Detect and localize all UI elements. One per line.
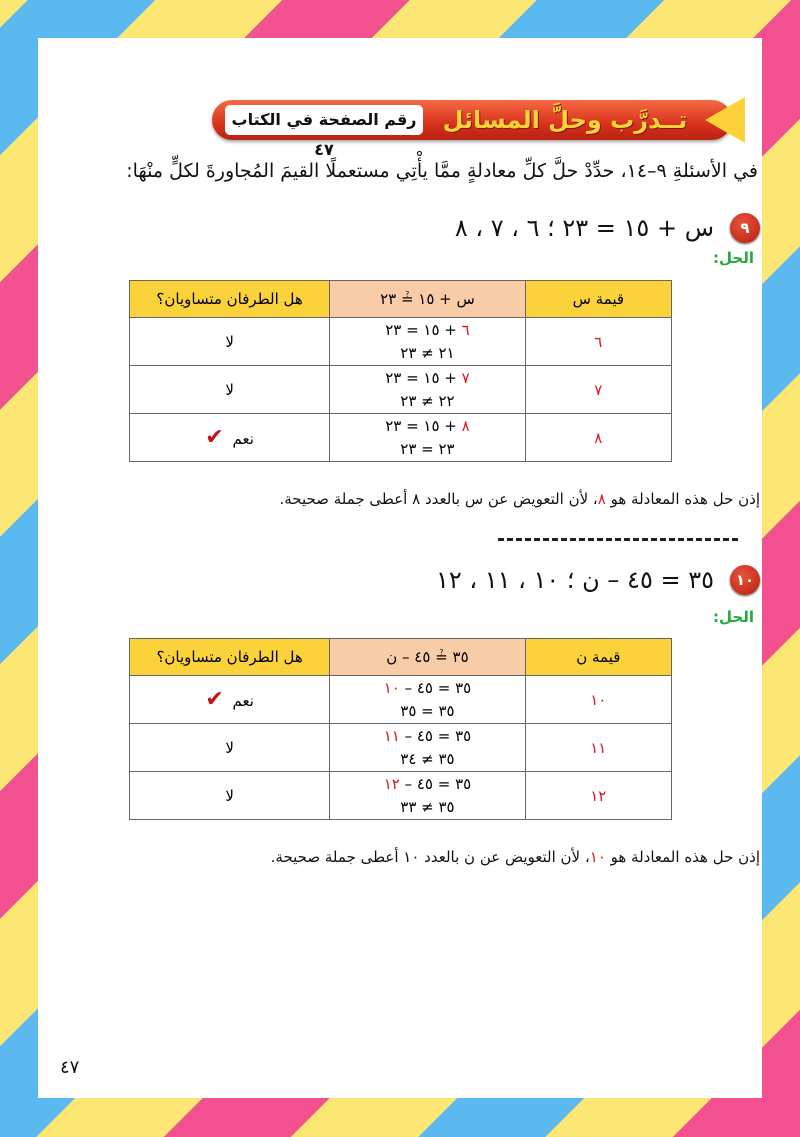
page-number: ٤٧ [60,1057,80,1078]
table-row [130,772,672,820]
section-title: تــدرَّب وحلَّ المسائل [442,106,688,134]
answer-cell: لا [130,772,330,820]
value-cell: ١٢ [525,772,671,820]
header-value: قيمة ن [525,639,671,676]
check-icon: ✔ [205,425,224,450]
question-9 [455,213,760,243]
question-number-badge: ١٠ [730,565,760,595]
answer-cell: لا [130,318,330,366]
equation-cell: ١٢ – ٤٥ = ٣٥ ٣٣ ≠ ٣٥ [330,772,525,820]
value-cell: ١١ [525,724,671,772]
question-10 [436,565,760,595]
equation-cell: ١٠ – ٤٥ = ٣٥ ٣٥ = ٣٥ [330,676,525,724]
answer-cell: لا [130,724,330,772]
equation-cell: ١١ – ٤٥ = ٣٥ ٣٤ ≠ ٣٥ [330,724,525,772]
equation-cell: ٢٣ = ١٥ + ٦ ٢٣ ≠ ٢١ [330,318,525,366]
table-row [130,414,672,462]
solution-label: الحل: [713,249,754,267]
solution-label: الحل: [713,608,754,626]
header-equation: ٢٣ ≟ ١٥ + س [330,281,525,318]
instructions: في الأسئلةِ ٩–١٤، حدِّدْ حلَّ كلِّ معادلةٍ ممَّا يأْتِي مستعملًا القيمَ المُجاورةَ لكلٍّ منْهَا: [126,160,758,182]
answer-cell: ✔ نعم [130,414,330,462]
banner-arrow-icon [705,97,745,143]
header-equal: هل الطرفان متساويان؟ [130,281,330,318]
equation-cell: ٢٣ = ١٥ + ٨ ٢٣ = ٢٣ [330,414,525,462]
book-page-reference: رقم الصفحة في الكتاب ٤٧ [225,105,423,135]
table-row [130,724,672,772]
q10-conclusion: إذن حل هذه المعادلة هو ١٠، لأن التعويض عن ن بالعدد ١٠ أعطى جملة صحيحة. [270,848,760,866]
header-equation: ن – ٤٥ ≟ ٣٥ [330,639,525,676]
equation-cell: ٢٣ = ١٥ + ٧ ٢٣ ≠ ٢٢ [330,366,525,414]
question-number-badge: ٩ [730,213,760,243]
table-row [130,318,672,366]
header-value: قيمة س [525,281,671,318]
answer-cell: لا [130,366,330,414]
value-cell: ١٠ [525,676,671,724]
header-equal: هل الطرفان متساويان؟ [130,639,330,676]
table-row [130,676,672,724]
value-cell: ٦ [525,318,671,366]
q9-conclusion: إذن حل هذه المعادلة هو ٨، لأن التعويض عن س بالعدد ٨ أعطى جملة صحيحة. [279,490,760,508]
q10-table [129,638,672,820]
check-icon: ✔ [205,687,224,712]
q9-table [129,280,672,462]
value-cell: ٨ [525,414,671,462]
question-equation: ١٢ ، ١١ ، ١٠ ؛ ن – ٤٥ = ٣٥ [435,566,714,594]
question-equation: ٨ ، ٧ ، ٦ ؛ ٢٣ = ١٥ + س [454,214,714,242]
table-row [130,366,672,414]
answer-cell: ✔ نعم [130,676,330,724]
divider [498,538,738,541]
value-cell: ٧ [525,366,671,414]
